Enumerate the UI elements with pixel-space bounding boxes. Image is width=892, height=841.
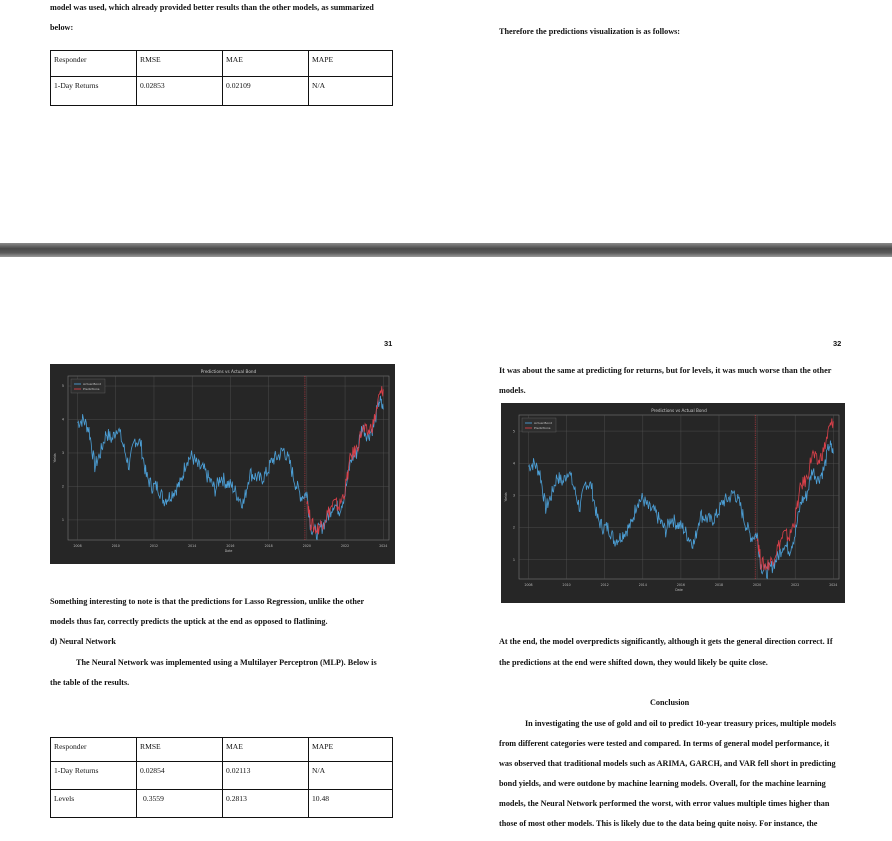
table-cell: 10.48 — [309, 790, 393, 818]
x-tick-label: 2014 — [188, 544, 197, 548]
table-row — [51, 790, 393, 818]
y-tick-label: 2 — [512, 525, 515, 530]
legend-label: Predictions — [534, 426, 551, 431]
table-cell: 0.2813 — [223, 790, 309, 818]
section-heading-neural-network: d) Neural Network — [50, 637, 116, 646]
conclusion-line: those of most other models. This is likely due to the data being quite noisy. For instance, the — [499, 819, 818, 828]
x-tick-label: 2022 — [340, 544, 350, 548]
x-tick-label: 2022 — [791, 583, 800, 587]
table-cell: Levels — [51, 790, 137, 818]
intro-text-line1: model was used, which already provided better results than the other models, as summarized — [50, 3, 374, 12]
table-cell: N/A — [309, 762, 393, 790]
paragraph-line: models. — [499, 386, 526, 395]
x-tick-label: 2012 — [149, 544, 159, 548]
results-table-top — [50, 50, 393, 106]
table-cell: 0.02853 — [137, 77, 223, 106]
x-tick-label: 2014 — [638, 583, 647, 587]
table-cell: 0.3559 — [137, 790, 223, 818]
paragraph-line: It was about the same at predicting for returns, but for levels, it was much worse than the other — [499, 366, 832, 375]
conclusion-line: In investigating the use of gold and oil to predict 10-year treasury prices, multiple models — [525, 719, 836, 728]
y-tick-label: 3 — [61, 451, 64, 456]
conclusion-line: models, the Neural Network performed the worst, with error values multiple times higher than — [499, 799, 830, 808]
y-tick-label: 3 — [512, 493, 515, 498]
x-tick-label: 2016 — [226, 544, 235, 548]
paragraph-line: models thus far, correctly predicts the uptick at the end as opposed to flatlining. — [50, 617, 328, 626]
table-header-cell: RMSE — [137, 738, 223, 762]
table-header-cell: Responder — [51, 738, 137, 762]
paragraph-line: the predictions at the end were shifted down, they would likely be quite close. — [499, 658, 768, 667]
x-tick-label: 2018 — [264, 544, 273, 548]
table-cell: N/A — [309, 77, 393, 106]
y-tick-label: 5 — [512, 429, 515, 434]
y-axis-label: Yields — [53, 453, 57, 463]
conclusion-line: from different categories were tested and compared. In terms of general model performance, it — [499, 739, 830, 748]
x-tick-label: 2020 — [753, 583, 762, 587]
x-tick-label: 2020 — [302, 544, 311, 548]
y-axis-label: Yields — [504, 492, 508, 502]
table-cell: 0.02854 — [137, 762, 223, 790]
table-cell: 0.02113 — [223, 762, 309, 790]
table-cell: 1-Day Returns — [51, 77, 137, 106]
x-tick-label: 2024 — [379, 544, 388, 548]
chart-title: Predictions vs Actual Bond — [651, 408, 707, 413]
paragraph-line: The Neural Network was implemented using a Multilayer Perceptron (MLP). Below is — [76, 658, 377, 667]
conclusion-line: bond yields, and were outdone by machine learning models. Overall, for the machine learning — [499, 779, 826, 788]
table-row — [51, 762, 393, 790]
x-axis-label: Date — [675, 588, 683, 592]
legend-label: Predictions — [83, 387, 100, 392]
chart-lasso-predictions — [50, 364, 395, 564]
table-row — [51, 77, 393, 106]
legend-label: Actual Bond — [534, 421, 553, 426]
legend-label: Actual Bond — [83, 382, 102, 387]
page-separator — [0, 243, 892, 257]
table-header-cell: MAE — [223, 738, 309, 762]
plot-area — [68, 376, 389, 540]
chart-title: Predictions vs Actual Bond — [200, 369, 257, 374]
x-tick-label: 2008 — [524, 583, 533, 587]
chart-neural-network-predictions — [501, 403, 845, 603]
x-tick-label: 2010 — [562, 583, 571, 587]
paragraph-line: the table of the results. — [50, 678, 130, 687]
table-header-cell: MAPE — [309, 738, 393, 762]
table-cell: 0.02109 — [223, 77, 309, 106]
table-cell: 1-Day Returns — [51, 762, 137, 790]
x-tick-label: 2024 — [829, 583, 838, 587]
y-tick-label: 2 — [61, 484, 64, 489]
page-number: 31 — [384, 339, 393, 348]
x-tick-label: 2012 — [600, 583, 609, 587]
results-table-neural-network — [50, 737, 393, 818]
y-tick-label: 4 — [61, 417, 64, 422]
x-tick-label: 2010 — [111, 544, 120, 548]
x-tick-label: 2016 — [676, 583, 685, 587]
chart-svg — [50, 364, 395, 564]
y-tick-label: 4 — [512, 461, 515, 466]
y-tick-label: 5 — [61, 384, 64, 389]
x-tick-label: 2018 — [714, 583, 724, 587]
table-header-cell: MAE — [223, 51, 309, 77]
y-tick-label: 1 — [61, 518, 64, 523]
table-header-cell: RMSE — [137, 51, 223, 77]
conclusion-line: was observed that traditional models such as ARIMA, GARCH, and VAR fell short in predicting — [499, 759, 836, 768]
x-tick-label: 2008 — [73, 544, 82, 548]
table-header-cell: MAPE — [309, 51, 393, 77]
x-axis-label: Date — [224, 549, 233, 553]
y-tick-label: 1 — [512, 557, 515, 562]
page-number: 32 — [833, 339, 842, 348]
visualization-intro: Therefore the predictions visualization is as follows: — [499, 27, 681, 36]
conclusion-heading: Conclusion — [650, 698, 690, 707]
plot-area — [519, 415, 839, 579]
paragraph-line: Something interesting to note is that the predictions for Lasso Regression, unlike the other — [50, 597, 365, 606]
intro-text-line2: below: — [50, 23, 74, 32]
paragraph-line: At the end, the model overpredicts significantly, although it gets the general direction correct. If — [499, 637, 833, 646]
chart-svg — [501, 403, 845, 603]
table-header-cell: Responder — [51, 51, 137, 77]
